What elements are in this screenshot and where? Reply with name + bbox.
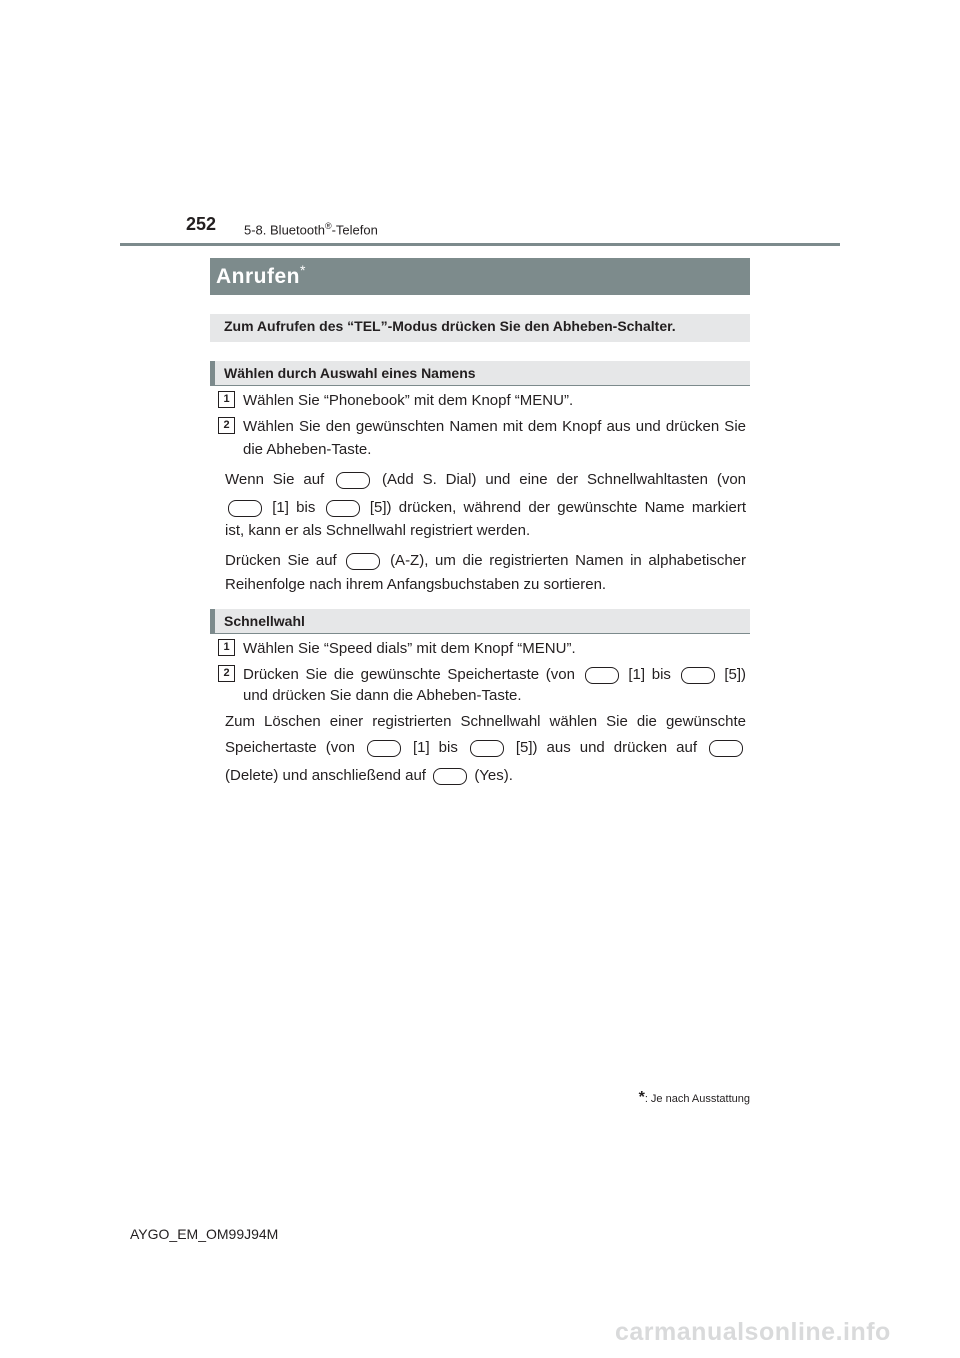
registered-mark: ® <box>324 221 332 231</box>
preset-button-icon <box>585 667 619 684</box>
note-text: [1] bis <box>412 739 458 756</box>
header-rule <box>120 243 840 246</box>
document-code: AYGO_EM_OM99J94M <box>130 1226 279 1242</box>
preset-button-icon <box>367 740 401 757</box>
step-number-icon: 1 <box>218 639 235 656</box>
note-line <box>225 468 746 492</box>
page-title <box>216 262 306 289</box>
section-heading-speed-dial <box>210 609 750 634</box>
note-line <box>225 549 746 573</box>
delete-button-icon <box>709 740 743 757</box>
step-text: Wählen Sie den gewünschten Namen mit dem Knopf aus und drücken Sie <box>243 418 746 435</box>
note-text: (Yes). <box>474 767 513 784</box>
note-line: Zum Löschen einer registrierten Schnellwahl wählen Sie die gewünschte <box>225 713 746 730</box>
watermark: carmanualsonline.info <box>615 1318 891 1346</box>
step-text-continued: die Abheben-Taste. <box>243 441 372 458</box>
note-text: [1] bis <box>272 499 316 516</box>
sort-button-icon <box>346 553 380 570</box>
yes-button-icon <box>433 768 467 785</box>
asterisk-icon: * <box>638 1089 645 1106</box>
note-text: Drücken Sie auf <box>225 552 337 569</box>
step-number-icon: 2 <box>218 417 235 434</box>
note-line: ist, kann er als Schnellwahl registriert werden. <box>225 522 531 539</box>
note-line <box>225 736 746 760</box>
section-marker <box>210 609 215 633</box>
note-line <box>225 764 513 788</box>
section-heading-name-dial <box>210 361 750 386</box>
intro-text: Zum Aufrufen des “TEL”-Modus drücken Sie den Abheben-Schalter. <box>224 318 676 334</box>
page-title-text: Anrufen <box>216 265 300 288</box>
step-text-continued: und drücken Sie dann die Abheben-Taste. <box>243 687 522 704</box>
breadcrumb-prefix: 5-8. Bluetooth <box>244 222 325 238</box>
note-line <box>225 496 746 520</box>
preset-button-icon <box>681 667 715 684</box>
step-number-icon: 2 <box>218 665 235 682</box>
breadcrumb <box>244 221 378 237</box>
footnote-text: : Je nach Ausstattung <box>644 1093 750 1105</box>
step-text-part: [1] bis <box>628 666 671 683</box>
section-marker <box>210 361 215 385</box>
section-heading-text: Wählen durch Auswahl eines Namens <box>224 365 476 381</box>
preset-button-icon <box>470 740 504 757</box>
preset-button-icon <box>326 500 360 517</box>
step-text-part: [5]) <box>724 666 747 683</box>
note-text: [5]) drücken, während der gewünschte Name markiert <box>369 499 746 516</box>
note-text: (Add S. Dial) und eine der Schnellwahltasten (von <box>382 471 747 488</box>
add-speed-dial-button-icon <box>336 472 370 489</box>
section-heading-text: Schnellwahl <box>224 613 305 629</box>
note-text: (Delete) und anschließend auf <box>225 767 426 784</box>
note-text: [5]) aus und drücken auf <box>515 739 697 756</box>
step-text: Wählen Sie “Phonebook” mit dem Knopf “MENU”. <box>243 392 574 409</box>
step-text-part: Drücken Sie die gewünschte Speichertaste (von <box>243 666 575 683</box>
note-line: Reihenfolge nach ihrem Anfangsbuchstaben zu sortieren. <box>225 576 607 593</box>
page-number: 252 <box>186 214 217 234</box>
preset-button-icon <box>228 500 262 517</box>
step-text: Wählen Sie “Speed dials” mit dem Knopf “MENU”. <box>243 640 576 657</box>
step-number-icon: 1 <box>218 391 235 408</box>
note-text: Wenn Sie auf <box>225 471 325 488</box>
asterisk-icon: * <box>300 262 306 278</box>
note-text: Speichertaste (von <box>225 739 355 756</box>
note-text: (A-Z), um die registrierten Namen in alphabetischer <box>390 552 746 569</box>
footnote <box>639 1089 750 1107</box>
breadcrumb-suffix: -Telefon <box>331 222 378 238</box>
